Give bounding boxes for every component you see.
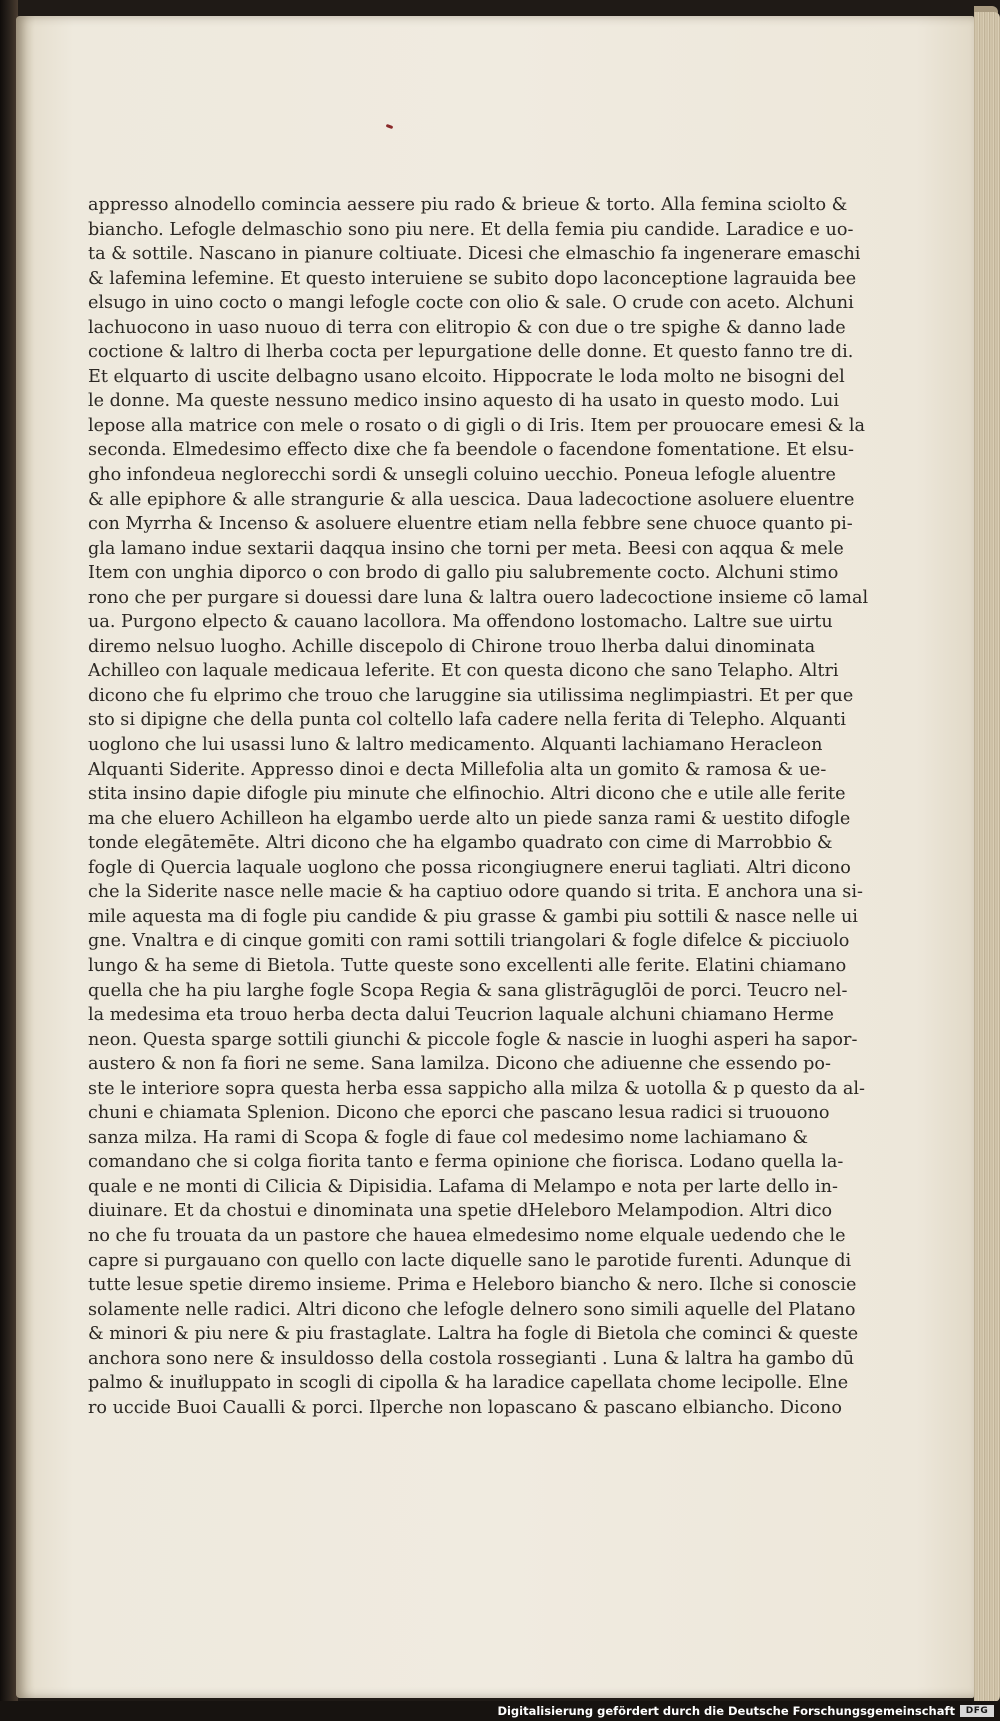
text-line: biancho. Lefogle delmaschio sono piu nere. Et della femia piu candide. Laradice e uo- bbox=[88, 219, 854, 240]
text-line: stita insino dapie difogle piu minute che elfinochio. Altri dicono che e utile alle ferite bbox=[88, 784, 846, 805]
text-line: anchora sono nere & insuldosso della costola rossegianti . Luna & laltra ha gambo dū bbox=[88, 1348, 855, 1369]
page-stack-edge bbox=[974, 12, 1000, 1702]
text-line: fogle di Quercia laquale uoglono che possa ricongiugnere enerui tagliati. Altri dicono bbox=[88, 857, 851, 878]
text-line: Alquanti Siderite. Appresso dinoi e decta Millefolia alta un gomito & ramosa & ue- bbox=[88, 759, 827, 780]
text-line: tonde elegātemēte. Altri dicono che ha elgambo quadrato con cime di Marrobbio & bbox=[88, 833, 833, 854]
text-line: & lafemina lefemine. Et questo interuiene se subito dopo laconceptione lagrauida bee bbox=[88, 268, 857, 289]
text-line: seconda. Elmedesimo effecto dixe che fa beendole o facendone fomentatione. Et elsu- bbox=[88, 440, 854, 461]
text-line: ste le interiore sopra questa herba essa sappicho alla milza & uotolla & p questo da al- bbox=[88, 1078, 865, 1099]
text-line: appresso alnodello comincia aessere piu rado & brieue & torto. Alla femina sciolto & bbox=[88, 195, 848, 215]
text-line: Achilleo con laquale medicaua leferite. Et con questa dicono che sano Telapho. Altri bbox=[88, 661, 839, 682]
text-line: palmo & inuiluppato in scogli di cipolla & ha laradice capellata chome lecipolle. Elne bbox=[88, 1373, 849, 1394]
text-line: coctione & laltro di lherba cocta per lepurgatione delle donne. Et questo fanno tre di. bbox=[88, 342, 854, 363]
page-text-block bbox=[88, 193, 900, 1420]
text-line: neon. Questa sparge sottili giunchi & piccole fogle & nascie in luoghi asperi ha sapor- bbox=[88, 1029, 858, 1050]
text-line: lungo & ha seme di Bietola. Tutte queste sono excellenti alle ferite. Elatini chiamano bbox=[88, 955, 847, 976]
text-line: sto si dipigne che della punta col coltello lafa cadere nella ferita di Telepho. Alquanti bbox=[88, 710, 846, 731]
text-line: la medesima eta trouo herba decta dalui Teucrion laquale alchuni chiamano Herme bbox=[88, 1005, 834, 1026]
text-line: le donne. Ma queste nessuno medico insino aquesto di ha usato in questo modo. Lui bbox=[88, 391, 840, 412]
text-line: & alle epiphore & alle strangurie & alla uescica. Daua ladecoctione asoluere eluentre bbox=[88, 489, 855, 510]
text-line: comandano che si colga fiorita tanto e ferma opinione che fiorisca. Lodano quella la- bbox=[88, 1152, 844, 1173]
text-line: capre si purgauano con quello con lacte diquelle sano le parotide furenti. Adunque di bbox=[88, 1250, 852, 1271]
text-line: tutte lesue spetie diremo insieme. Prima e Heleboro biancho & nero. Ilche si conoscie bbox=[88, 1275, 857, 1296]
text-line: quella che ha piu larghe fogle Scopa Regia & sana glistrāguglōi de porci. Teucro nel- bbox=[88, 980, 848, 1001]
text-line: lachuocono in uaso nuouo di terra con elitropio & con due o tre spighe & danno lade bbox=[88, 317, 846, 338]
text-line: quale e ne monti di Cilicia & Dipisidia. Lafama di Melampo e nota per larte dello in- bbox=[88, 1176, 838, 1197]
text-line: gho infondeua neglorecchi sordi & unsegli coluino uecchio. Poneua lefogle aluentre bbox=[88, 465, 836, 486]
dfg-logo-icon: DFG bbox=[960, 1705, 994, 1717]
text-line: & minori & piu nere & piu frastaglate. Laltra ha fogle di Bietola che cominci & queste bbox=[88, 1324, 859, 1345]
text-line: Et elquarto di uscite delbagno usano elcoito. Hippocrate le loda molto ne bisogni del bbox=[88, 366, 845, 387]
text-line: no che fu trouata da un pastore che hauea elmedesimo nome elquale uedendo che le bbox=[88, 1225, 846, 1246]
ink-mark bbox=[386, 124, 394, 129]
text-line: sanza milza. Ha rami di Scopa & fogle di faue col medesimo nome lachiamano & bbox=[88, 1127, 809, 1148]
text-line: uoglono che lui usassi luno & laltro medicamento. Alquanti lachiamano Heracleon bbox=[88, 735, 823, 756]
text-line: austero & non fa fiori ne seme. Sana lamilza. Dicono che adiuenne che essendo po- bbox=[88, 1054, 831, 1075]
digitization-credit: Digitalisierung gefördert durch die Deutsche Forschungsgemeinschaft bbox=[497, 1704, 955, 1718]
text-line: rono che per purgare si douessi dare luna & laltra ouero ladecoctione insieme cō lamal bbox=[88, 587, 869, 608]
text-line: dicono che fu elprimo che trouo che laruggine sia utilissima neglimpiastri. Et per que bbox=[88, 685, 854, 706]
text-line: lepose alla matrice con mele o rosato o di gigli o di Iris. Item per prouocare emesi & la bbox=[88, 415, 865, 436]
text-line: diremo nelsuo luogho. Achille discepolo di Chirone trouo lherba dalui dinominata bbox=[88, 636, 816, 657]
text-line: elsugo in uino cocto o mangi lefogle cocte con olio & sale. O crude con aceto. Alchuni bbox=[88, 293, 854, 314]
text-line: diuinare. Et da chostui e dinominata una spetie dHeleboro Melampodion. Altri dico bbox=[88, 1201, 833, 1222]
text-line: gla lamano indue sextarii daqqua insino che torni per meta. Beesi con aqqua & mele bbox=[88, 538, 844, 559]
text-line: ro uccide Buoi Caualli & porci. Ilperche non lopascano & pascano elbiancho. Dicono bbox=[88, 1397, 842, 1418]
text-line: ua. Purgono elpecto & cauano lacollora. Ma offendono lostomacho. Laltre sue uirtu bbox=[88, 612, 833, 633]
text-line: mile aquesta ma di fogle piu candide & piu grasse & gambi piu sottili & nasce nelle ui bbox=[88, 906, 858, 927]
text-line: che la Siderite nasce nelle macie & ha captiuo odore quando si trita. E anchora una si- bbox=[88, 882, 863, 903]
text-line: solamente nelle radici. Altri dicono che lefogle delnero sono simili aquelle del Platano bbox=[88, 1299, 856, 1320]
text-line: Item con unghia diporco o con brodo di gallo piu salubremente cocto. Alchuni stimo bbox=[88, 563, 839, 584]
text-line: ta & sottile. Nascano in pianure coltiuate. Dicesi che elmaschio fa ingenerare emaschi bbox=[88, 244, 861, 265]
text-line: chuni e chiamata Splenion. Dicono che eporci che pascano lesua radici si truouono bbox=[88, 1103, 830, 1124]
text-line: gne. Vnaltra e di cinque gomiti con rami sottili triangolari & fogle difelce & picciuolo bbox=[88, 931, 850, 952]
text-line: con Myrrha & Incenso & asoluere eluentre etiam nella febbre sene chuoce quanto pi- bbox=[88, 514, 853, 535]
text-line: ma che eluero Achilleon ha elgambo uerde alto un piede sanza rami & uestito difogle bbox=[88, 808, 851, 829]
